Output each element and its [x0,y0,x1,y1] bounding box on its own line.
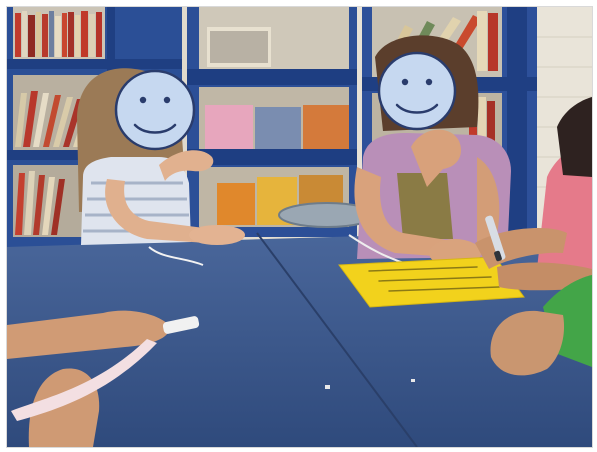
smiley-face-icon [116,71,194,149]
photo-frame [6,6,593,448]
classroom-photo [7,7,592,447]
smiley-face-icon [379,53,455,129]
